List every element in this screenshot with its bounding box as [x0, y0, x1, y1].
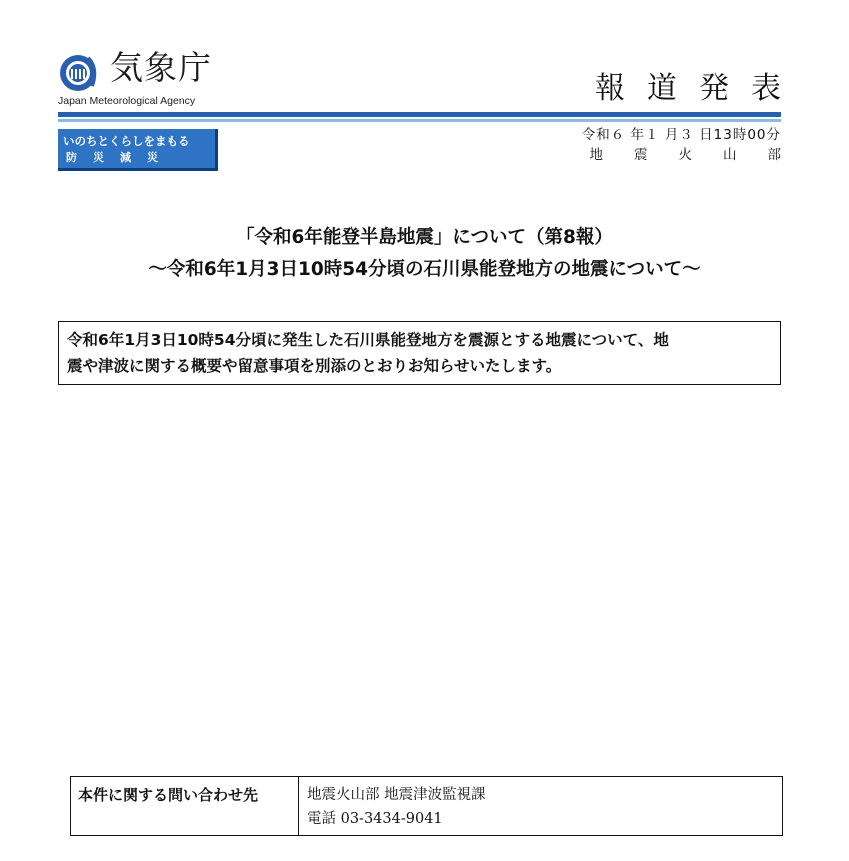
agency-name: 気象庁: [110, 48, 212, 87]
header-rule-light: [58, 119, 781, 122]
contact-department: 地震火山部 地震津波監視課: [307, 787, 486, 803]
contact-label: 本件に関する問い合わせ先: [71, 777, 299, 835]
release-date: 令和６ 年１ 月３ 日13時00分: [581, 127, 781, 143]
release-department: 地震火山部: [589, 147, 812, 163]
jma-logo-icon: [58, 52, 100, 94]
document-subtitle: ～令和6年1月3日10時54分頃の石川県能登地方の地震について～: [148, 259, 701, 280]
press-release-label: 報道発表: [595, 71, 803, 106]
summary-line2: 震や津波に関する概要や留意事項を別添のとおりお知らせいたします。: [67, 357, 562, 375]
slogan-line1: いのちとくらしをまもる: [63, 134, 190, 148]
summary-line1: 令和6年1月3日10時54分頃に発生した石川県能登地方を震源とする地震について、地: [67, 331, 669, 349]
agency-logo: [58, 44, 238, 110]
contact-phone: 電話 03-3434-9041: [307, 811, 443, 827]
document-title: 「令和6年能登半島地震」について（第8報）: [236, 227, 613, 248]
slogan-line2: 防災減災: [66, 151, 174, 164]
agency-name-en: Japan Meteorological Agency: [58, 95, 196, 107]
contact-box: [70, 776, 783, 836]
summary-box: [58, 321, 781, 385]
slogan-badge: [58, 129, 218, 171]
header-rule: [58, 112, 781, 117]
